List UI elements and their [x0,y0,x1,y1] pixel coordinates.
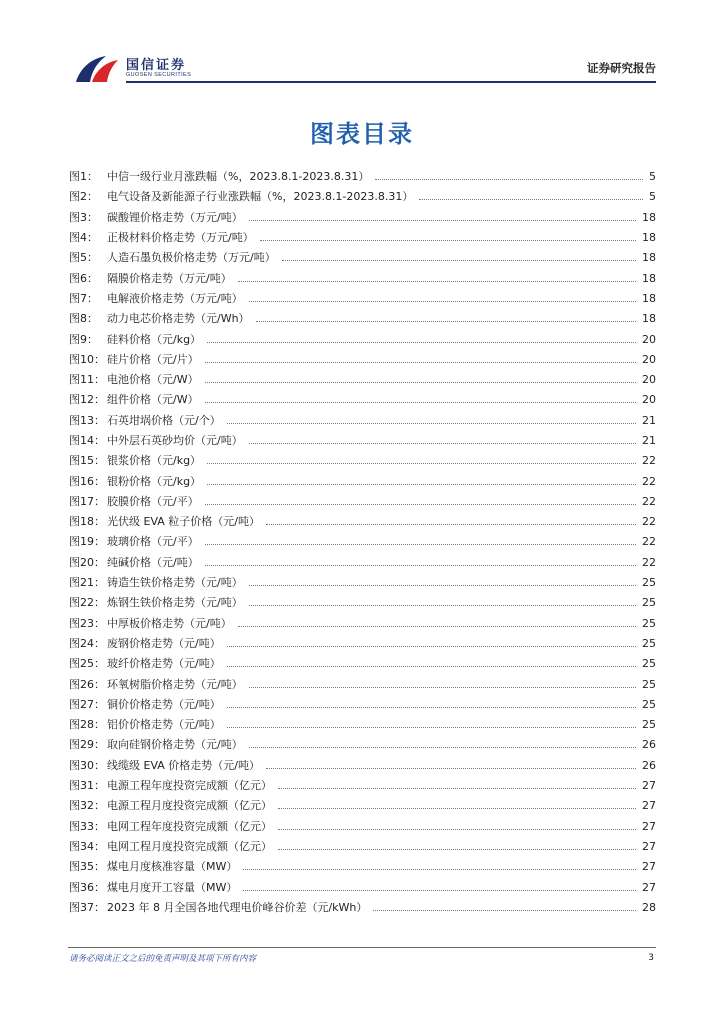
figure-number: 图26： [69,677,105,691]
dot-leader [207,463,636,464]
toc-item[interactable] [69,817,656,837]
figure-title[interactable]: 石英坩埚价格（元/个） [107,413,221,427]
figure-title[interactable]: 废钢价格走势（元/吨） [107,636,221,650]
toc-item[interactable] [69,877,656,897]
figure-title[interactable]: 动力电芯价格走势（元/Wh） [107,312,250,326]
figure-page-number[interactable]: 26 [642,738,656,752]
toc-item[interactable] [69,614,656,634]
figure-number: 图34： [69,839,105,853]
dot-leader [205,382,636,383]
figure-title[interactable]: 纯碱价格（元/吨） [107,555,199,569]
dot-leader [243,890,636,891]
dot-leader [249,687,636,688]
toc-item[interactable] [69,715,656,735]
figure-page-number[interactable]: 20 [642,393,656,407]
dot-leader [207,342,636,343]
dot-leader [207,484,636,485]
figure-number: 图17： [69,494,105,508]
figure-title[interactable]: 炼钢生铁价格走势（元/吨） [107,596,243,610]
dot-leader [375,179,643,180]
figure-page-number[interactable]: 27 [642,819,656,833]
figure-title[interactable]: 碳酸锂价格走势（万元/吨） [107,210,243,224]
figure-number: 图14： [69,434,105,447]
dot-leader [278,829,636,830]
toc-item[interactable] [69,228,656,248]
figure-number: 图16： [69,474,105,488]
figure-page-number[interactable]: 27 [642,839,656,853]
figure-page-number[interactable]: 22 [642,494,656,508]
figure-page-number[interactable]: 22 [642,555,656,569]
figure-page-number[interactable]: 18 [642,312,656,326]
figure-number: 图27： [69,697,105,711]
figure-title[interactable]: 2023 年 8 月全国各地代理电价峰谷价差（元/kWh） [107,900,368,914]
guosen-logo-icon [72,52,122,86]
figure-number: 图11： [69,373,105,387]
dot-leader [243,869,636,870]
footer-disclaimer: 请务必阅读正文之后的免责声明及其项下所有内容 [69,954,257,964]
dot-leader [278,808,636,809]
figure-number: 图20： [69,555,105,569]
header-divider [126,81,656,83]
figure-page-number[interactable]: 25 [642,636,656,650]
figure-title[interactable]: 电网工程年度投资完成额（亿元） [107,819,272,833]
dot-leader [205,544,636,545]
figure-page-number[interactable]: 25 [642,697,656,711]
toc-item[interactable] [69,431,656,451]
brand-name-en: GUOSEN SECURITIES [126,72,192,78]
figure-title[interactable]: 电网工程月度投资完成额（亿元） [107,839,272,853]
figure-page-number[interactable]: 20 [642,352,656,366]
toc-item[interactable] [69,512,656,532]
figure-page-number[interactable]: 18 [642,291,656,305]
dot-leader [256,321,636,322]
figure-title[interactable]: 银浆价格（元/kg） [107,454,202,468]
dot-leader [266,768,636,769]
figure-page-number[interactable]: 25 [642,616,656,630]
toc-item[interactable] [69,857,656,877]
toc-item[interactable] [69,735,656,755]
dot-leader [249,585,636,586]
toc-item[interactable] [69,248,656,268]
toc-item[interactable] [69,268,656,288]
figure-number: 图31： [69,779,105,793]
figure-page-number[interactable]: 21 [642,434,656,447]
brand-name-cn: 国信证券 [126,58,187,73]
toc-item[interactable] [69,837,656,857]
toc-item[interactable] [69,756,656,776]
figure-title[interactable]: 电源工程年度投资完成额（亿元） [107,779,272,793]
dot-leader [227,666,636,667]
toc-item[interactable] [69,654,656,674]
figure-number: 图9： [69,332,98,346]
figure-title[interactable]: 铜价价格走势（元/吨） [107,697,221,711]
figure-toc-list [69,167,656,918]
figure-number: 图35： [69,860,105,874]
figure-number: 图23： [69,616,105,630]
figure-number: 图33： [69,819,105,833]
figure-title[interactable]: 组件价格（元/W） [107,393,199,407]
figure-page-number[interactable]: 25 [642,657,656,671]
toc-item[interactable] [69,411,656,431]
figure-page-number[interactable]: 25 [642,596,656,610]
figure-number: 图37： [69,900,105,914]
toc-item[interactable] [69,593,656,613]
dot-leader [260,240,636,241]
figure-number: 图5： [69,251,98,265]
figure-page-number[interactable]: 22 [642,454,656,468]
toc-item[interactable] [69,492,656,512]
figure-title[interactable]: 硅料价格（元/kg） [107,332,202,346]
dot-leader [238,626,636,627]
figure-number: 图13： [69,413,105,427]
dot-leader [227,646,636,647]
figure-number: 图2： [69,190,98,204]
figure-page-number[interactable]: 21 [642,413,656,427]
toc-item[interactable] [69,471,656,491]
toc-item[interactable] [69,289,656,309]
figure-page-number[interactable]: 18 [642,210,656,224]
figure-page-number[interactable]: 26 [642,758,656,772]
figure-title[interactable]: 铝价价格走势（元/吨） [107,718,221,732]
toc-item[interactable] [69,451,656,471]
figure-title[interactable]: 隔膜价格走势（万元/吨） [107,271,232,285]
dot-leader [249,747,636,748]
figure-page-number[interactable]: 22 [642,535,656,549]
toc-item[interactable] [69,309,656,329]
figure-page-number[interactable]: 18 [642,231,656,245]
figure-title[interactable]: 中外层石英砂均价（元/吨） [107,434,243,447]
dot-leader [205,565,636,566]
figure-page-number[interactable]: 20 [642,373,656,387]
figure-title[interactable]: 胶膜价格（元/平） [107,494,199,508]
figure-number: 图25： [69,657,105,671]
toc-item[interactable] [69,329,656,349]
page-header [0,0,724,90]
figure-title[interactable]: 铸造生铁价格走势（元/吨） [107,576,243,590]
figure-title[interactable]: 电池价格（元/W） [107,373,199,387]
dot-leader [238,281,636,282]
figure-number: 图32： [69,799,105,813]
figure-title[interactable]: 电解液价格走势（万元/吨） [107,291,243,305]
dot-leader [249,301,636,302]
figure-page-number[interactable]: 27 [642,880,656,894]
toc-item[interactable] [69,208,656,228]
figure-page-number[interactable]: 27 [642,860,656,874]
dot-leader [249,443,636,444]
toc-item[interactable] [69,898,656,918]
figure-title[interactable]: 人造石墨负极价格走势（万元/吨） [107,251,276,265]
dot-leader [227,707,636,708]
dot-leader [373,910,636,911]
toc-title: 图表目录 [310,120,414,148]
figure-number: 图22： [69,596,105,610]
dot-leader [227,423,636,424]
toc-item[interactable] [69,553,656,573]
figure-page-number[interactable]: 28 [642,900,656,914]
figure-title[interactable]: 线缆级 EVA 价格走势（元/吨） [107,758,260,772]
figure-title[interactable]: 取向硅钢价格走势（元/吨） [107,738,243,752]
toc-item[interactable] [69,776,656,796]
figure-page-number[interactable]: 22 [642,515,656,529]
toc-item[interactable] [69,573,656,593]
figure-number: 图15： [69,454,105,468]
figure-title[interactable]: 正极材料价格走势（万元/吨） [107,231,254,245]
figure-number: 图30： [69,758,105,772]
figure-page-number[interactable]: 25 [642,718,656,732]
figure-page-number[interactable]: 27 [642,799,656,813]
figure-title[interactable]: 电源工程月度投资完成额（亿元） [107,799,272,813]
toc-item[interactable] [69,674,656,694]
figure-page-number[interactable]: 22 [642,474,656,488]
toc-item[interactable] [69,796,656,816]
figure-page-number[interactable]: 18 [642,271,656,285]
figure-number: 图10： [69,352,105,366]
figure-title[interactable]: 煤电月度开工容量（MW） [107,880,238,894]
figure-number: 图8： [69,312,98,326]
figure-number: 图21： [69,576,105,590]
figure-title[interactable]: 环氧树脂价格走势（元/吨） [107,677,243,691]
figure-number: 图19： [69,535,105,549]
figure-title[interactable]: 光伏级 EVA 粒子价格（元/吨） [107,515,260,529]
toc-item[interactable] [69,695,656,715]
dot-leader [249,605,636,606]
figure-title[interactable]: 玻纤价格走势（元/吨） [107,657,221,671]
figure-page-number[interactable]: 20 [642,332,656,346]
dot-leader [282,260,636,261]
dot-leader [205,362,636,363]
dot-leader [227,727,636,728]
toc-item[interactable] [69,390,656,410]
report-type-label: 证券研究报告 [587,61,656,75]
figure-page-number[interactable]: 25 [642,576,656,590]
toc-item[interactable] [69,532,656,552]
figure-number: 图3： [69,210,98,224]
figure-page-number[interactable]: 5 [649,170,656,184]
dot-leader [278,788,636,789]
figure-title[interactable]: 玻璃价格（元/平） [107,535,199,549]
figure-title[interactable]: 中信一级行业月涨跌幅（%，2023.8.1-2023.8.31） [107,170,370,184]
page-number: 3 [648,953,654,963]
figure-page-number[interactable]: 18 [642,251,656,265]
toc-item[interactable] [69,634,656,654]
figure-page-number[interactable]: 5 [649,190,656,204]
figure-page-number[interactable]: 27 [642,779,656,793]
figure-title[interactable]: 银粉价格（元/kg） [107,474,202,488]
dot-leader [419,199,643,200]
dot-leader [205,504,636,505]
figure-number: 图6： [69,271,98,285]
figure-number: 图18： [69,515,105,529]
figure-title[interactable]: 电气设备及新能源子行业涨跌幅（%，2023.8.1-2023.8.31） [107,190,414,204]
figure-title[interactable]: 中厚板价格走势（元/吨） [107,616,232,630]
toc-item[interactable] [69,350,656,370]
dot-leader [278,849,636,850]
figure-number: 图7： [69,291,98,305]
footer-divider [68,947,656,948]
toc-item[interactable] [69,187,656,207]
dot-leader [249,220,636,221]
figure-number: 图12： [69,393,105,407]
figure-number: 图29： [69,738,105,752]
figure-title[interactable]: 煤电月度核准容量（MW） [107,860,238,874]
toc-item[interactable] [69,167,656,187]
figure-number: 图1： [69,170,98,184]
dot-leader [205,402,636,403]
figure-number: 图28： [69,718,105,732]
figure-title[interactable]: 硅片价格（元/片） [107,352,199,366]
figure-number: 图4： [69,231,98,245]
toc-item[interactable] [69,370,656,390]
figure-number: 图36： [69,880,105,894]
dot-leader [266,524,636,525]
figure-page-number[interactable]: 25 [642,677,656,691]
figure-number: 图24： [69,636,105,650]
